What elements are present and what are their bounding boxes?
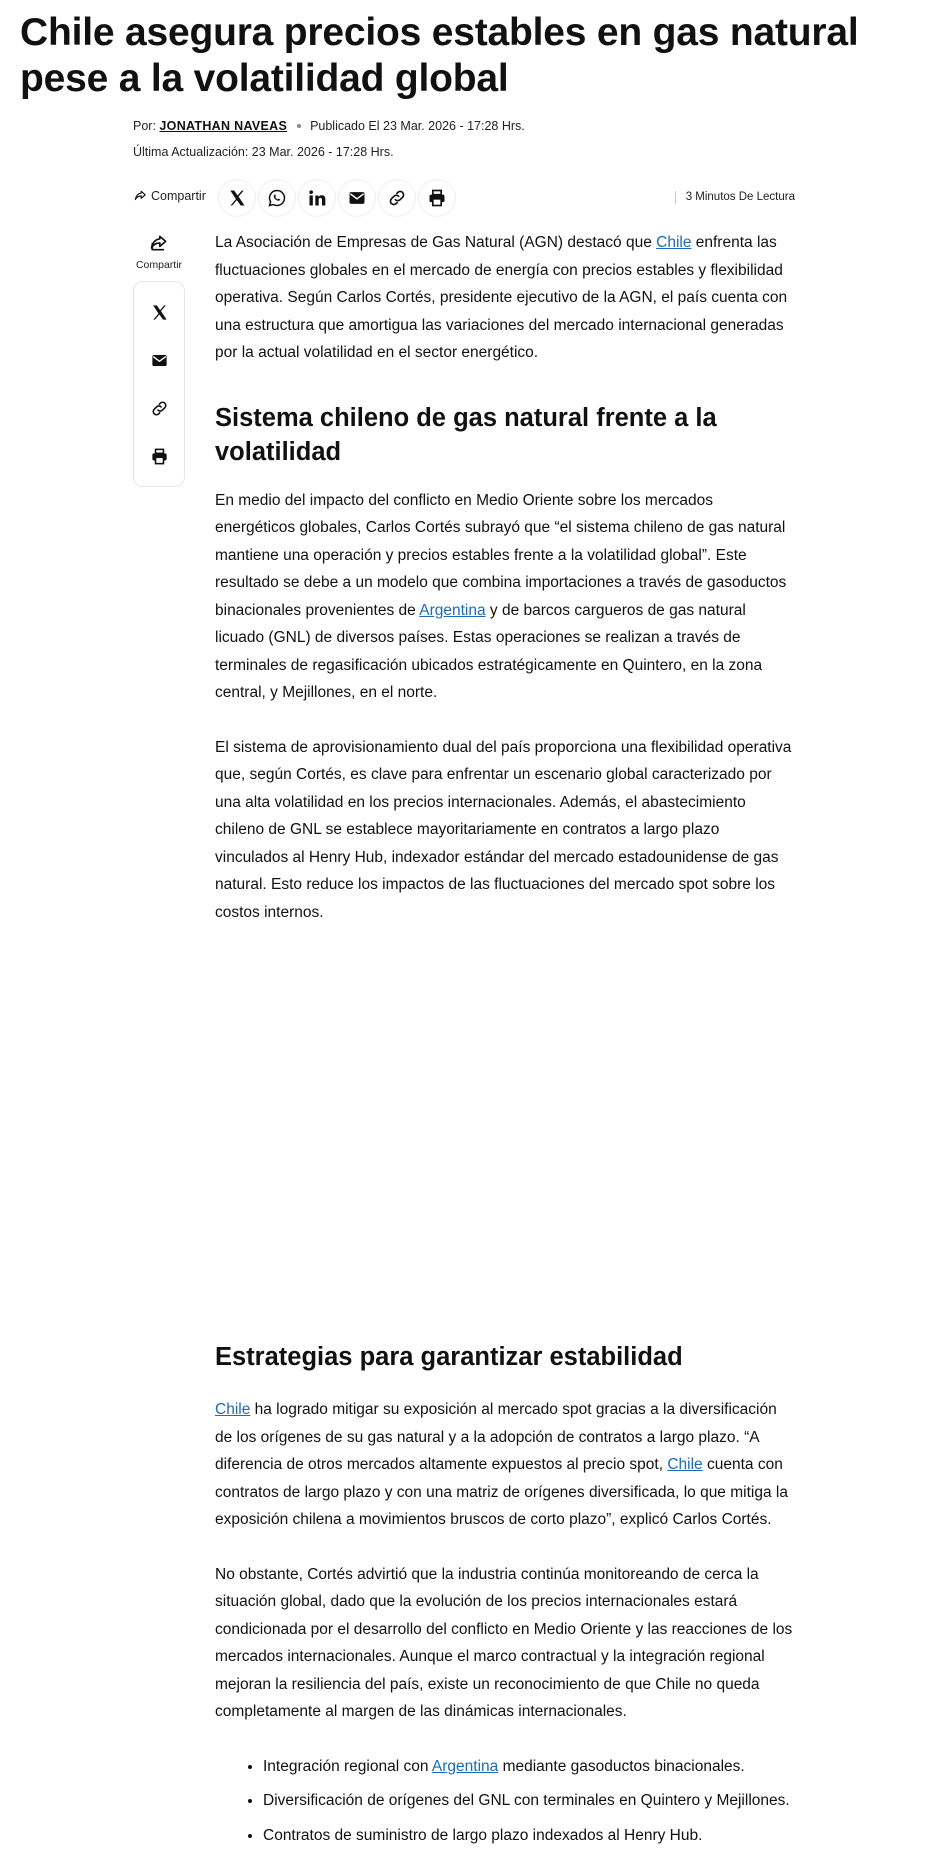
list-item: • Diversificación de orígenes del GNL con terminales en Quintero y Mejillones. [263, 1787, 795, 1815]
print-icon [150, 447, 169, 466]
text-segment: ha logrado mitigar su exposición al mercado spot gracias a la diversificación de los orígenes de su gas natural y a la adopción de contratos a largo plazo. “A diferencia de otros mercados altamente expuestos al precio spot, [215, 1401, 777, 1473]
share-icon [133, 189, 147, 203]
section-heading-sistema: Sistema chileno de gas natural frente a la volatilidad [215, 403, 717, 466]
text-segment: Integración regional con [263, 1757, 432, 1775]
text-segment: mediante gasoductos binacionales. [498, 1757, 745, 1775]
share-linkedin-button[interactable] [299, 180, 335, 216]
print-button[interactable] [419, 180, 455, 216]
paragraph-5: No obstante, Cortés advirtió que la industria continúa monitoreando de cerca la situación global, dado que la evolución de los precios internacionales estará condicionada por el desarrollo del conflicto en Medio Oriente y las reacciones de los mercados internacionales. Aunque el marco contractual y la integración regional mejoran la resiliencia del país, existe un reconocimiento de que Chile no queda completamente al margen de las dinámicas internacionales. [215, 1565, 793, 1720]
share-label: Compartir [151, 189, 206, 203]
list-item: • Contratos de suministro de largo plazo indexados al Henry Hub. [263, 1822, 795, 1850]
author-link[interactable]: JONATHAN NAVEAS [159, 119, 288, 133]
text-segment: enfrenta las fluctuaciones globales en el mercado de energía con precios estables y flexibilidad operativa. Según Carlos Cortés, presidente ejecutivo de la AGN, el país cuenta con una estructura que amortigua las variaciones del mercado internacional generadas por la actual volatilidad en el sector energético. [215, 234, 788, 361]
share-bar [133, 180, 795, 216]
bullet-list [215, 1753, 795, 1850]
link-argentina[interactable]: Argentina [431, 1757, 499, 1775]
sidebar-x-button[interactable] [139, 288, 179, 336]
headline: Chile asegura precios estables en gas natural pese a la volatilidad global [20, 11, 859, 100]
mail-icon [347, 188, 367, 208]
link-chile[interactable]: Chile [656, 234, 692, 251]
text-segment: cuenta con contratos de largo plazo y con una matriz de orígenes diversificada, lo que mitiga la exposición chilena a movimientos bruscos de corto plazo”, explicó Carlos Cortés. [215, 1456, 788, 1528]
byline [133, 119, 525, 133]
paragraph-2 [215, 487, 795, 707]
share-x-button[interactable] [219, 180, 255, 216]
share-button[interactable] [133, 189, 206, 203]
link-chile[interactable]: Chile [667, 1456, 703, 1473]
article-body [215, 229, 795, 1856]
share-mail-button[interactable] [339, 180, 375, 216]
share-icon [149, 233, 169, 253]
separator-dot [297, 124, 301, 128]
link-icon [387, 188, 407, 208]
published-date: Publicado El 23 Mar. 2026 - 17:28 Hrs. [310, 119, 525, 133]
print-icon [427, 188, 447, 208]
text-segment: La Asociación de Empresas de Gas Natural (AGN) destacó que [215, 234, 657, 251]
ad-placeholder [215, 953, 795, 1340]
sticky-share-sidebar [133, 233, 185, 487]
paragraph-3: El sistema de aprovisionamiento dual del país proporciona una flexibilidad operativa que, según Cortés, es clave para enfrentar un escenario global caracterizado por una alta volatilidad en los precios internacionales. Además, el abastecimiento chileno de GNL se establece mayoritariamente en contratos a largo plazo vinculados al Henry Hub, indexador estándar del mercado estadounidense de gas natural. Esto reduce los impactos de las fluctuaciones del mercado spot sobre los costos internos. [215, 738, 792, 921]
text-segment: y de barcos cargueros de gas natural licuado (GNL) de diversos países. Estas operaciones se realizan a través de terminales de regasificación ubicados estratégicamente en Quintero, en la zona central, y Mejillones, en el norte. [215, 601, 763, 701]
read-time: 3 Minutos De Lectura [675, 191, 795, 204]
list-item [263, 1753, 795, 1781]
link-argentina[interactable]: Argentina [419, 601, 486, 619]
section-heading-estrategias: Estrategias para garantizar estabilidad [215, 1343, 683, 1371]
sidebar-share-button[interactable] [133, 233, 185, 271]
sidebar-print-button[interactable] [139, 432, 179, 480]
share-whatsapp-button[interactable] [259, 180, 295, 216]
link-chile[interactable]: Chile [215, 1401, 251, 1418]
text-segment: En medio del impacto del conflicto en Medio Oriente sobre los mercados energéticos globales, Carlos Cortés subrayó que “el sistema chileno de gas natural mantiene una operación y precios estables frente a la volatilidad global”. Este resultado se debe a un modelo que combina importaciones a través de gasoductos binacionales provenientes de [215, 491, 787, 619]
sidebar-share-box [133, 281, 185, 487]
sidebar-share-label: Compartir [135, 259, 183, 271]
whatsapp-icon [267, 188, 287, 208]
by-label: Por: [133, 119, 156, 133]
link-icon [150, 399, 169, 418]
sidebar-mail-button[interactable] [139, 336, 179, 384]
mail-icon [150, 351, 169, 370]
paragraph-4 [215, 1396, 795, 1534]
linkedin-icon [307, 188, 327, 208]
paragraph-intro [215, 229, 795, 367]
x-icon [150, 303, 169, 322]
x-icon [227, 188, 247, 208]
sidebar-link-button[interactable] [139, 384, 179, 432]
copy-link-button[interactable] [379, 180, 415, 216]
updated-date: Última Actualización: 23 Mar. 2026 - 17:28 Hrs. [133, 145, 394, 159]
